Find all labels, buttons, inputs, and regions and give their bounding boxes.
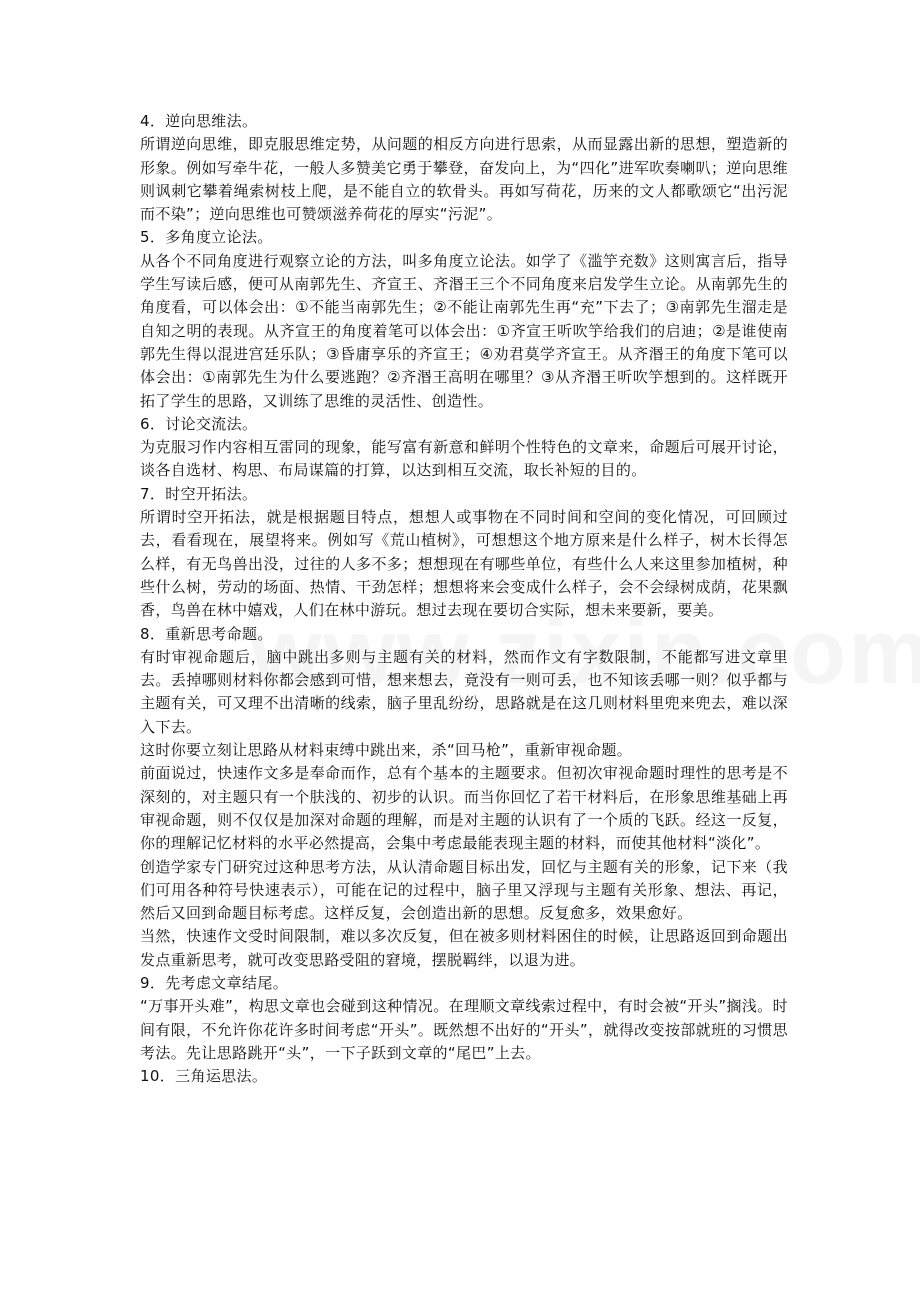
section-number: 10． [140,1067,176,1086]
paragraph: 前面说过，快速作文多是奉命而作，总有个基本的主题要求。但初次审视命题时理性的思考是不深刻的，对主题只有一个肤浅的、初步的认识。而当你回忆了若干材料后，在形象思维基础上再审视命题，则不仅仅是加深对命题的理解，而是对主题的认识有了一个质的飞跃。经这一反复，你的理解记忆材料的水平必然提高，会集中考虑最能表现主题的材料，而使其他材料“淡化”。 [140,764,788,853]
section-number: 5． [140,228,166,247]
section-number: 8． [140,624,166,643]
paragraph: 这时你要立刻让思路从材料束缚中跳出来，杀“回马枪”，重新审视命题。 [140,741,633,760]
section-number: 6． [140,414,166,433]
section-title: 讨论交流法。 [165,414,258,433]
section-heading-4 [140,110,788,133]
section-title: 先考虑文章结尾。 [165,973,289,992]
section-heading-6 [140,413,788,436]
section-title: 三角运思法。 [175,1067,268,1086]
paragraph: “万事开头难”，构思文章也会碰到这种情况。在理顺文章线索过程中，有时会被“开头”搁浅。时间有限，不允许你花许多时间考虑“开头”。既然想不出好的“开头”，就得改变按部就班的习惯思考法。先让思路跳开“头”，一下子跃到文章的“尾巴”上去。 [140,997,788,1062]
section-heading-9 [140,972,788,995]
paragraph: 所谓逆向思维，即克服思维定势，从问题的相反方向进行思索，从而显露出新的思想，塑造新的形象。例如写牵牛花，一般人多赞美它勇于攀登，奋发向上，为“四化”进军吹奏喇叭；逆向思维则讽刺它攀着绳索树枝上爬，是不能自立的软骨头。再如写荷花，历来的文人都歌颂它“出污泥而不染”；逆向思维也可赞颂滋养荷花的厚实“污泥”。 [140,135,788,224]
paragraph: 当然，快速作文受时间限制，难以多次反复，但在被多则材料困住的时候，让思路返回到命题出发点重新思考，就可改变思路受阻的窘境，摆脱羁绊，以退为进。 [140,927,788,969]
paragraph: 所谓时空开拓法，就是根据题目特点，想想人或事物在不同时间和空间的变化情况，可回顾过去，看看现在，展望将来。例如写《荒山植树》，可想想这个地方原来是什么样子，树木长得怎么样，有无鸟兽出没，过往的人多不多；想想现在有哪些单位，有些什么人来这里参加植树，种些什么树，劳动的场面、热情、干劲怎样；想想将来会变成什么样子，会不会绿树成荫，花果飘香，鸟兽在林中嬉戏，人们在林中游玩。想过去现在要切合实际，想未来要新，要美。 [140,508,788,620]
section-title: 时空开拓法。 [165,484,258,503]
paragraph: 从各个不同角度进行观察立论的方法，叫多角度立论法。如学了《滥竽充数》这则寓言后，指导学生写读后感，便可从南郭先生、齐宣王、齐湣王三个不同角度来启发学生立论。从南郭先生的角度看，可以体会出：①不能当南郭先生；②不能让南郭先生再“充”下去了；③南郭先生溜走是自知之明的表现。从齐宣王的角度着笔可以体会出：①齐宣王听吹竽给我们的启迪；②是谁使南郭先生得以混进宫廷乐队；③昏庸享乐的齐宣王；④劝君莫学齐宣王。从齐湣王的角度下笔可以体会出：①南郭先生为什么要逃跑？②齐湣王高明在哪里？③从齐湣王听吹竽想到的。这样既开拓了学生的思路，又训练了思维的灵活性、创造性。 [140,251,788,410]
paragraph: 创造学家专门研究过这种思考方法，从认清命题目标出发，回忆与主题有关的形象，记下来（我们可用各种符号快速表示），可能在记的过程中，脑子里又浮现与主题有关形象、想法、再记，然后又回到命题目标考虑。这样反复，会创造出新的思想。反复愈多，效果愈好。 [140,857,788,923]
document-body [140,110,788,1088]
section-title: 重新思考命题。 [165,624,273,643]
section-title: 逆向思维法。 [165,112,258,130]
section-number: 4． [140,112,166,130]
section-title: 多角度立论法。 [165,228,273,247]
paragraph: 为克服习作内容相互雷同的现象，能写富有新意和鲜明个性特色的文章来，命题后可展开讨论，谈各自选材、构思、布局谋篇的打算，以达到相互交流，取长补短的目的。 [140,438,788,480]
section-heading-5 [140,226,788,249]
section-heading-8 [140,623,788,646]
section-number: 7． [140,484,166,503]
section-heading-7 [140,483,788,506]
section-heading-10 [140,1065,788,1088]
section-number: 9． [140,973,166,992]
paragraph: 有时审视命题后，脑中跳出多则与主题有关的材料，然而作文有字数限制，不能都写进文章里去。丢掉哪则材料你都会感到可惜，想来想去，竟没有一则可丢，也不知该丢哪一则？似乎都与主题有关，可又理不出清晰的线索，脑子里乱纷纷，思路就是在这几则材料里兜来兜去，难以深入下去。 [140,647,788,736]
